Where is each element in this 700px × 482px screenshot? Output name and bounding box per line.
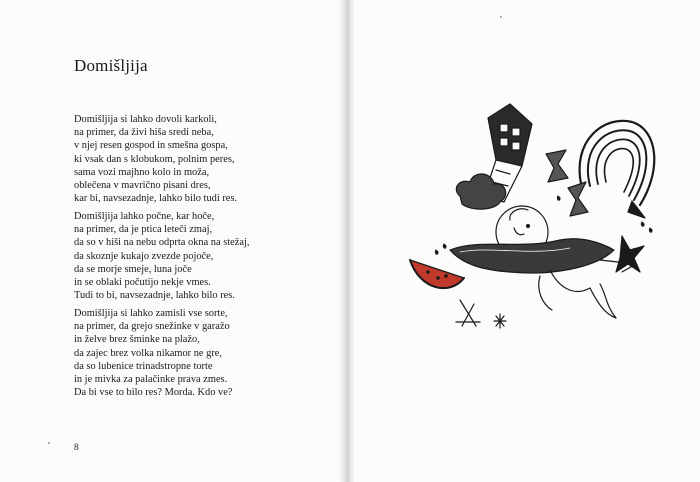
poem-line: Domišljija si lahko dovoli karkoli, [74, 114, 217, 125]
poem-line: Domišljija lahko počne, kar hoče, [74, 211, 215, 222]
poem-line: in se oblaki počutijo nekje vmes. [74, 277, 211, 289]
poem-line: da se morje smeje, luna joče [74, 263, 192, 275]
poem-line: v njej resen gospod in smešna gospa, [74, 140, 228, 152]
poem-line: ki vsak dan s klobukom, polnim peres, [74, 153, 235, 165]
stanza-3 [74, 307, 232, 399]
poem-line: da zajec brez volka nikamor ne gre, [74, 347, 222, 359]
cloud-icon [456, 174, 505, 209]
left-page [0, 0, 346, 482]
stanza-2 [74, 210, 249, 302]
poem-line: na primer, da živi hiša sredi neba, [74, 127, 214, 139]
poem-line: da so lubenice trinadstropne torte [74, 360, 213, 372]
poem-line: Da bi vse to bilo res? Morda. Kdo ve? [74, 387, 233, 399]
poem-line: in želve brez šminke na plažo, [74, 334, 200, 346]
poem-line: sama vozi majhno kolo in možа, [74, 166, 210, 178]
hourglass-icon [546, 150, 588, 216]
crossed-sticks-icon [456, 300, 480, 326]
poem-line: da skoznje kukajo zvezde pojoče, [74, 250, 214, 262]
poem-line: na primer, da grejo snežinke v garažo [74, 321, 230, 333]
poem-line: da so v hiši na nebu odprta okna na stežaj, [74, 237, 250, 249]
poem-line: in je mivka za palačinke prava zmes. [74, 374, 228, 386]
page-number: 8 [74, 443, 79, 453]
whimsical-collage-illustration [400, 100, 660, 340]
paper-speck [500, 16, 502, 18]
paper-speck [48, 442, 50, 444]
poem-line: kar bi, navsezadnje, lahko bilo tudi res. [74, 193, 238, 205]
poem-line: oblečena v mavrično pisani dres, [74, 180, 211, 192]
stanza-1 [74, 113, 237, 205]
poem-line: Tudi to bi, navsezadnje, lahko bilo res. [74, 290, 235, 302]
watermelon-icon [410, 260, 464, 288]
book-gutter [340, 0, 354, 482]
snowflake-icon [494, 314, 506, 328]
rainbow-icon [580, 121, 655, 218]
poem-line: Domišljija si lahko zamisli vse sorte, [74, 308, 228, 319]
sea-wave-icon [450, 239, 614, 273]
poem-title: Domišljija [74, 56, 148, 75]
star-icon [616, 236, 644, 272]
poem-line: na primer, da je ptica leteči zmaj, [74, 224, 213, 236]
